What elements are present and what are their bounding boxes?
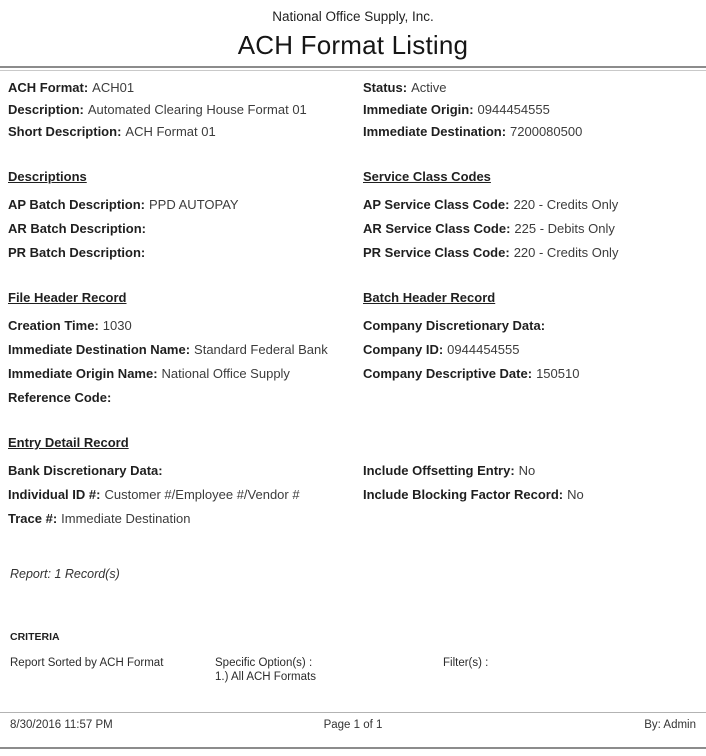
field-value: 220 - Credits Only: [513, 245, 619, 260]
field-row: [8, 125, 307, 139]
field-row: [8, 319, 328, 333]
company-name: National Office Supply, Inc.: [272, 9, 434, 24]
field-label: Include Blocking Factor Record:: [363, 487, 564, 502]
field-row: [8, 343, 328, 357]
field-value: PPD AUTOPAY: [149, 197, 239, 212]
field-row: [8, 198, 239, 212]
field-value: 0944454555: [477, 102, 550, 117]
criteria-specific-options-label: Specific Option(s) :: [215, 657, 313, 669]
field-label: Description:: [8, 102, 84, 117]
field-row: [8, 464, 300, 478]
entry-detail-record-section: [8, 436, 300, 536]
field-row: [363, 81, 582, 95]
field-value: 7200080500: [510, 124, 583, 139]
field-value: 225 - Debits Only: [514, 221, 615, 236]
report-record-count: Report: 1 Record(s): [10, 567, 120, 581]
field-value: 220 - Credits Only: [513, 197, 619, 212]
header-rule-dark: [0, 66, 706, 68]
field-row: [363, 488, 584, 502]
field-label: AP Service Class Code:: [363, 197, 510, 212]
field-value: No: [518, 463, 536, 478]
file-header-record-section: [8, 291, 328, 415]
header-rule-light: [0, 70, 706, 71]
footer-rule: [0, 712, 706, 713]
field-row: [8, 367, 328, 381]
entry-detail-flags-section: [363, 464, 584, 512]
field-value: 1030: [102, 318, 132, 333]
field-label: Immediate Destination:: [363, 124, 507, 139]
field-label: Bank Discretionary Data:: [8, 463, 163, 478]
field-value: 0944454555: [447, 342, 520, 357]
field-row: [8, 246, 239, 260]
section-heading-descriptions: Descriptions: [8, 169, 87, 184]
field-label: Company Descriptive Date:: [363, 366, 533, 381]
field-row: [8, 391, 328, 405]
field-row: [8, 222, 239, 236]
criteria-specific-options: [215, 657, 316, 684]
page-bottom-rule: [0, 747, 706, 749]
field-row: [363, 367, 579, 381]
field-label: Immediate Origin:: [363, 102, 474, 117]
field-value: ACH Format 01: [125, 124, 216, 139]
footer-printed-by: By: Admin: [644, 719, 696, 731]
field-label: Short Description:: [8, 124, 122, 139]
field-label: Company ID:: [363, 342, 444, 357]
field-label: Immediate Origin Name:: [8, 366, 158, 381]
field-value: ACH01: [92, 80, 135, 95]
descriptions-section: [8, 170, 239, 270]
field-row: [363, 103, 582, 117]
footer: [0, 718, 706, 732]
section-heading-entry-detail-record: Entry Detail Record: [8, 435, 129, 450]
field-label: Company Discretionary Data:: [363, 318, 546, 333]
field-label: Creation Time:: [8, 318, 99, 333]
footer-page-number: Page 1 of 1: [323, 719, 383, 731]
field-row: [363, 198, 618, 212]
field-row: [363, 343, 579, 357]
field-label: ACH Format:: [8, 80, 89, 95]
criteria-sorted-by: Report Sorted by ACH Format: [10, 657, 164, 669]
field-label: Status:: [363, 80, 408, 95]
field-value: Immediate Destination: [61, 511, 191, 526]
field-label: Reference Code:: [8, 390, 112, 405]
field-row: [363, 222, 618, 236]
field-label: Trace #:: [8, 511, 58, 526]
field-row: [8, 488, 300, 502]
section-heading-batch-header-record: Batch Header Record: [363, 290, 496, 305]
field-label: PR Service Class Code:: [363, 245, 510, 260]
field-label: Include Offsetting Entry:: [363, 463, 515, 478]
field-label: Individual ID #:: [8, 487, 101, 502]
field-label: PR Batch Description:: [8, 245, 146, 260]
field-row: [8, 81, 307, 95]
field-row: [363, 319, 579, 333]
service-class-codes-section: [363, 170, 618, 270]
criteria-heading: CRITERIA: [10, 631, 60, 643]
footer-datetime: 8/30/2016 11:57 PM: [10, 719, 113, 731]
criteria-filters-label: Filter(s) :: [443, 657, 489, 669]
field-row: [363, 125, 582, 139]
field-value: Customer #/Employee #/Vendor #: [104, 487, 300, 502]
field-label: AR Batch Description:: [8, 221, 146, 236]
batch-header-record-section: [363, 291, 579, 391]
field-value: Active: [411, 80, 447, 95]
field-value: No: [567, 487, 584, 502]
field-row: [8, 103, 307, 117]
field-label: AP Batch Description:: [8, 197, 146, 212]
field-label: Immediate Destination Name:: [8, 342, 191, 357]
top-fields-left: [8, 81, 307, 147]
field-row: [363, 246, 618, 260]
field-value: Automated Clearing House Format 01: [87, 102, 307, 117]
section-heading-file-header-record: File Header Record: [8, 290, 127, 305]
top-fields-right: [363, 81, 582, 147]
page-title: ACH Format Listing: [237, 30, 469, 60]
field-row: [8, 512, 300, 526]
criteria-specific-option-item: 1.) All ACH Formats: [215, 670, 316, 683]
field-value: National Office Supply: [161, 366, 290, 381]
field-value: 150510: [536, 366, 580, 381]
field-row: [363, 464, 584, 478]
section-heading-service-class-codes: Service Class Codes: [363, 169, 491, 184]
field-label: AR Service Class Code:: [363, 221, 511, 236]
field-value: Standard Federal Bank: [194, 342, 328, 357]
